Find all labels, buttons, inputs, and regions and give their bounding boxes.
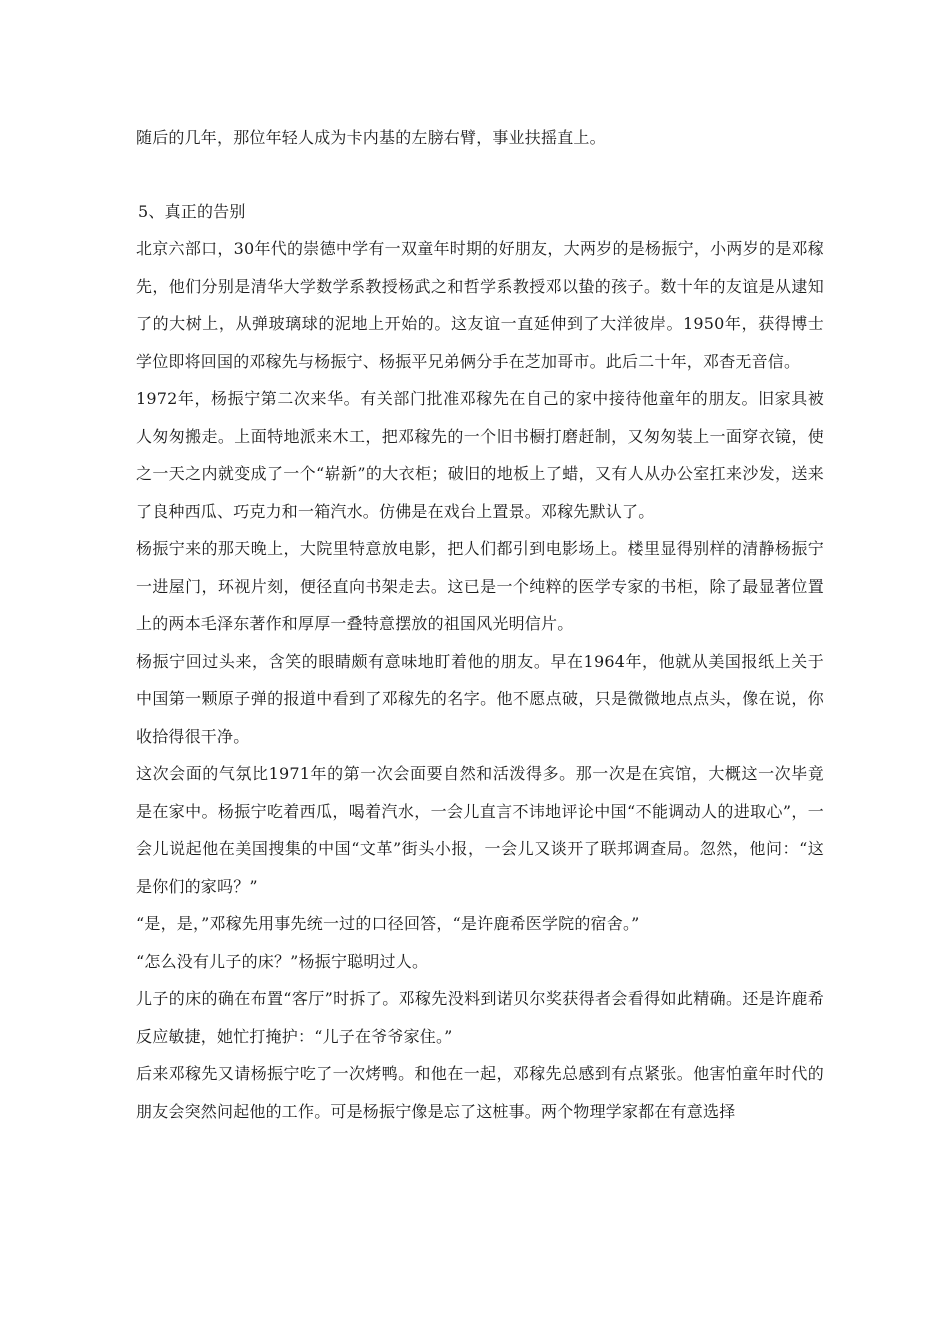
paragraph-8: 儿子的床的确在布置“客厅”时拆了。邓稼先没料到诺贝尔奖获得者会看得如此精确。还是许鹿希反应敏捷，她忙打掩护：“儿子在爷爷家住。” [136,989,824,1046]
paragraph-9: 后来邓稼先又请杨振宁吃了一次烤鸭。和他在一起，邓稼先总感到有点紧张。他害怕童年时代的朋友会突然问起他的工作。可是杨振宁像是忘了这桩事。两个物理学家都在有意选择 [136,1064,824,1121]
intro-block [136,119,824,157]
paragraph-5: 这次会面的气氛比1971年的第一次会面要自然和活泼得多。那一次是在宾馆，大概这一次毕竟是在家中。杨振宁吃着西瓜，喝着汽水，一会儿直言不讳地评论中国“不能调动人的进取心”，一会儿说起他在美国搜集的中国“文革”街头小报，一会儿又谈开了联邦调查局。忽然，他问：“这是你们的家吗？” [136,764,824,896]
paragraph-3: 杨振宁来的那天晚上，大院里特意放电影，把人们都引到电影场上。楼里显得别样的清静杨振宁一进屋门，环视片刻，便径直向书架走去。这已是一个纯粹的医学专家的书柜，除了最显著位置上的两本毛泽东著作和厚厚一叠特意摆放的祖国风光明信片。 [136,539,824,633]
section-heading-block [136,193,824,231]
paragraph-1: 北京六部口，30年代的崇德中学有一双童年时期的好朋友，大两岁的是杨振宁，小两岁的是邓稼先，他们分别是清华大学数学系教授杨武之和哲学系教授邓以蛰的孩子。数十年的友谊是从逮知了的大树上，从弹玻璃球的泥地上开始的。这友谊一直延伸到了大洋彼岸。1950年，获得博士学位即将回国的邓稼先与杨振宁、杨振平兄弟俩分手在芝加哥市。此后二十年，邓杳无音信。 [136,239,824,371]
section-heading: 5、真正的告别 [138,202,246,221]
paragraph-6: “是，是，”邓稼先用事先统一过的口径回答，“是许鹿希医学院的宿舍。” [136,914,640,933]
paragraph-4: 杨振宁回过头来，含笑的眼睛颇有意味地盯着他的朋友。早在1964年，他就从美国报纸上关于中国第一颗原子弹的报道中看到了邓稼先的名字。他不愿点破，只是微微地点点头，像在说，你收拾得很干净。 [136,651,824,746]
paragraph-2: 1972年，杨振宁第二次来华。有关部门批准邓稼先在自己的家中接待他童年的朋友。旧家具被人匆匆搬走。上面特地派来木工，把邓稼先的一个旧书橱打磨赶制，又匆匆装上一面穿衣镜，使之一天之内就变成了一个“崭新”的大衣柜；破旧的地板上了蜡，又有人从办公室扛来沙发，送来了良种西瓜、巧克力和一箱汽水。仿佛是在戏台上置景。邓稼先默认了。 [136,389,824,521]
article-body [136,230,824,1130]
intro-paragraph: 随后的几年，那位年轻人成为卡内基的左膀右臂，事业扶摇直上。 [136,128,606,147]
paragraph-7: “怎么没有儿子的床？”杨振宁聪明过人。 [136,951,429,971]
